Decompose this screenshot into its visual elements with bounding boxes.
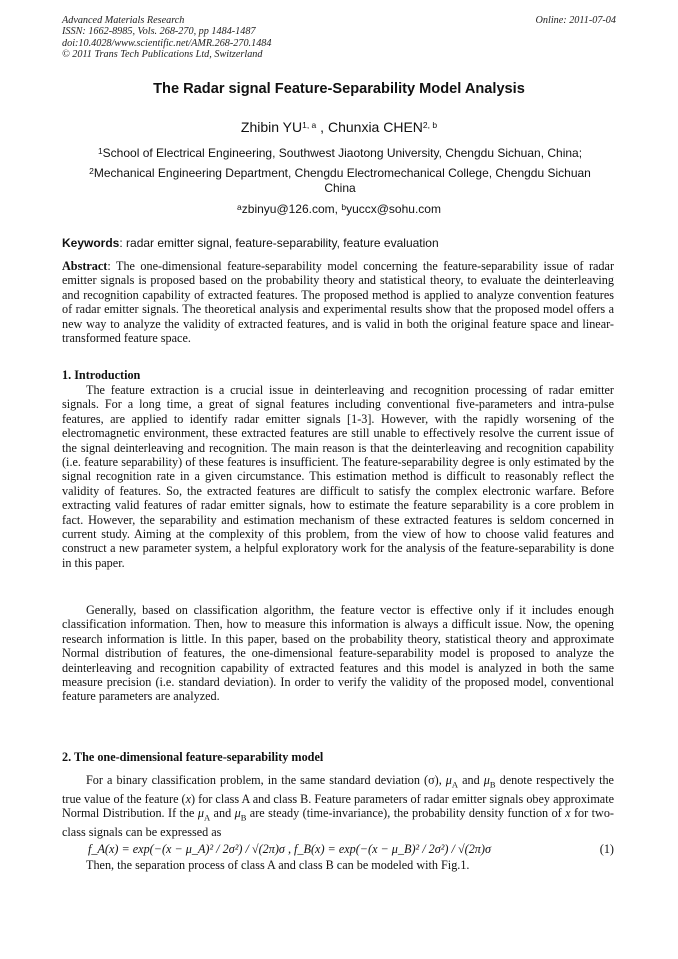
- affiliation-2-text: Mechanical Engineering Department, Chengdu Electromechanical College, Chengdu Sichuan China: [93, 166, 591, 195]
- email-line: [62, 202, 616, 217]
- abstract-label: Abstract: [62, 259, 108, 273]
- affiliation-1: [76, 146, 604, 161]
- affiliation-1-sup: 1: [97, 146, 103, 156]
- keywords: [62, 236, 616, 251]
- abstract-text: : The one-dimensional feature-separability model concerning the feature-separability issue of radar emitter signals is proposed based on the probability theory and statistical theory, to evaluate the deinterleaving and recognition capability of extracted features. The proposed method is applied to analyze convention features of radar emitter signals. The theoretical analysis and experimental results show that the proposed model offers a new way to analyze the validity of extracted features, and is valid in both the original feature space and linear-transformed feature space.: [62, 259, 614, 346]
- affiliation-1-text: School of Electrical Engineering, Southwest Jiaotong University, Chengdu Sichuan, China;: [102, 146, 583, 160]
- keywords-text: : radar emitter signal, feature-separability, feature evaluation: [119, 236, 439, 250]
- author-line: [62, 118, 616, 136]
- mu-symbol: μ: [234, 806, 241, 821]
- equation-1-expression: f_A(x) = exp(−(x − μ_A)² / 2σ²) / √(2π)σ , f_B(x) = exp(−(x − μ_B)² / 2σ²) / √(2π)σ: [88, 842, 491, 856]
- email-a-sup: a: [237, 202, 242, 212]
- var-x-2: x: [565, 806, 571, 821]
- section-2-heading: 2. The one-dimensional feature-separability model: [62, 750, 324, 764]
- var-x: x: [185, 791, 192, 806]
- p3-text-b: denote respectively the true value of the feature (: [62, 773, 614, 806]
- doi: doi:10.4028/www.scientific.net/AMR.268-270.1484: [62, 37, 272, 49]
- journal-header: [62, 15, 616, 60]
- mu-symbol: μ: [197, 806, 204, 821]
- mu-b: [483, 773, 496, 790]
- author-1: Zhibin YU: [240, 119, 303, 135]
- abstract: [62, 259, 614, 345]
- affiliation-2-sup: 2: [89, 166, 94, 176]
- affiliation-2: [76, 166, 604, 196]
- p3-and-1: and: [458, 773, 484, 787]
- intro-paragraph-2: Generally, based on classification algorithm, the feature vector is effective only if it includes enough classification information. Then, how to measure this information is always a difficult issue. Now, the opening research information is little. In this paper, based on the probability theory, statistical theory and approximate Normal distribution of features, the one-dimensional feature-separability model is proposed to analyze the deinterleaving and recognition capability of extracted features and this model is analyzed in both the same measure precision (i.e. standard deviation). In order to verify the validity of the proposed model, conventional feature parameters are analyzed.: [62, 603, 614, 704]
- mu-symbol: μ: [483, 773, 490, 787]
- mu-sub-a: A: [451, 779, 459, 790]
- mu-sub-b: B: [489, 779, 496, 790]
- model-paragraph-1: [62, 773, 614, 840]
- keywords-label: Keywords: [62, 236, 120, 250]
- email-a[interactable]: zbinyu@126.com,: [241, 202, 342, 216]
- mu-a-2: [197, 806, 211, 823]
- p3-text-d: are steady (time-invariance), the probability density function of: [246, 806, 566, 821]
- author-1-sup: 1, a: [302, 120, 317, 130]
- mu-symbol: μ: [445, 773, 452, 787]
- author-2: Chunxia CHEN: [327, 119, 423, 135]
- mu-a: [445, 773, 459, 790]
- p3-text-c: ) for class A and class B. Feature parameters of radar emitter signals obey approximate Normal Distribution. If the: [62, 791, 615, 821]
- issn: ISSN: 1662-8985, Vols. 268-270, pp 1484-1487: [62, 26, 256, 38]
- email-b[interactable]: yuccx@sohu.com: [346, 202, 441, 216]
- equation-1: [88, 839, 614, 859]
- p3-text-e: for two-class signals can be expressed as: [62, 806, 614, 840]
- equation-1-number: (1): [599, 842, 614, 856]
- p3-text-a: For a binary classification problem, in the same standard deviation (σ),: [86, 773, 446, 787]
- mu-b-2: [234, 806, 247, 823]
- mu-sub-b: B: [240, 812, 247, 823]
- model-paragraph-2: Then, the separation process of class A and class B can be modeled with Fig.1.: [86, 858, 470, 872]
- online-date: Online: 2011-07-04: [535, 15, 616, 26]
- paper-title: The Radar signal Feature-Separability Model Analysis: [153, 81, 525, 97]
- mu-sub-a: A: [204, 812, 211, 823]
- intro-paragraph-1: The feature extraction is a crucial issue in deinterleaving and recognition processing of radar emitter signals. For a long time, a great of signal features including conventional five-parameters and intra-pulse features, are applied to identify radar emitter signals [1-3]. However, with the rapidly worsening of the electromagnetic environment, these extracted features are still unable to effectively resolve the current issue of the signal deinterleaving and recognition. The main reason is that the deinterleaving and recognition capability (i.e. feature separability) of these features is insufficient. The feature-separability degree is only estimated by the signal recognition rate in a given circumstance. This estimation method is difficult to reasonably reflect the validity of features. So, the extracted features are difficult to satisfy the complex electronic warfare. Before extracting valid features of radar emitter signals, how to estimate the feature separability is a core problem in fact. However, the separability and estimation mechanism of these extracted features is seldom concerned in current study. Aiming at the complexity of this problem, from the view of how to choose valid features and construct a new parameter system, a helpful exploratory work for the analysis of the feature-separability is done in this paper.: [62, 383, 614, 570]
- journal-name: Advanced Materials Research: [62, 15, 185, 26]
- section-1-heading: 1. Introduction: [62, 368, 141, 382]
- author-separator: ,: [316, 119, 328, 135]
- author-2-sup: 2, b: [422, 120, 438, 130]
- email-b-sup: b: [341, 202, 347, 212]
- p3-and-2: and: [210, 806, 235, 821]
- copyright: © 2011 Trans Tech Publications Ltd, Switzerland: [62, 48, 263, 60]
